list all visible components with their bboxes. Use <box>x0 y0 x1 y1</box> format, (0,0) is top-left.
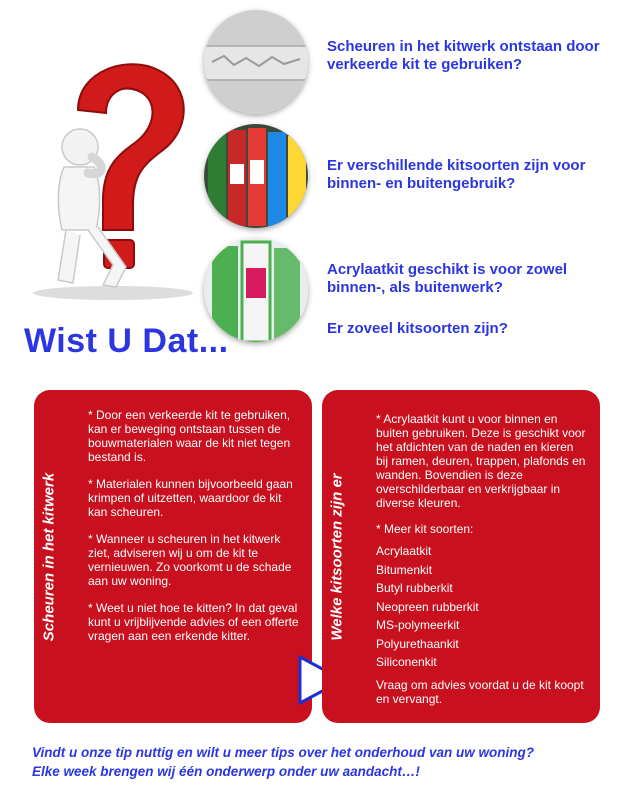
question-4: Er zoveel kitsoorten zijn? <box>327 320 508 337</box>
footer-line: Elke week brengen wij één onderwerp onder uw aandacht…! <box>32 764 420 779</box>
cracks-panel-text <box>88 408 300 656</box>
list-item: Siliconenkit <box>376 655 437 669</box>
list-item: Butyl rubberkit <box>376 581 453 595</box>
question-3: Acrylaatkit geschikt is voor zowel binnen-, als buitenwerk? <box>327 261 568 296</box>
sealant-types-panel <box>322 390 600 723</box>
list-item: Bitumenkit <box>376 562 433 577</box>
sealant-tubes-photo <box>204 124 308 228</box>
cracks-paragraph: * Door een verkeerde kit te gebruiken, kan er beweging ontstaan tussen de bouwmaterialen waar de kit niet tegen bestand is. <box>88 408 291 464</box>
list-item: MS-polymeerkit <box>376 618 460 632</box>
sealant-types-panel-label: Welke kitsoorten zijn er <box>328 472 346 641</box>
kit-list-title: * Meer kit soorten: <box>376 522 474 536</box>
cracks-panel-label: Scheuren in het kitwerk <box>40 472 58 641</box>
list-item: Polyurethaankit <box>376 636 459 651</box>
cracked-sealant-photo <box>204 10 308 114</box>
cracks-paragraph: * Materialen kunnen bijvoorbeeld gaan krimpen of uitzetten, waardoor de kit kan scheuren. <box>88 477 293 519</box>
question-1: Scheuren in het kitwerk ontstaan door verkeerde kit te gebruiken? <box>327 38 600 73</box>
kit-types-list <box>376 542 588 672</box>
footer-line: Vindt u onze tip nuttig en wilt u meer tips over het onderhoud van uw woning? <box>32 745 534 760</box>
list-item: Acrylaatkit <box>376 544 432 558</box>
sealant-types-panel-text <box>376 412 588 706</box>
cracks-info-panel <box>34 390 312 723</box>
cracks-paragraph: * Weet u niet hoe te kitten? In dat geval kunt u vrijblijvende advies of een offerte vragen aan een erkende kitter. <box>88 601 299 643</box>
list-item: Neopreen rubberkit <box>376 599 479 614</box>
page-title: Wist U Dat... <box>24 322 229 360</box>
question-2: Er verschillende kitsoorten zijn voor binnen- en buitengebruik? <box>327 157 586 192</box>
acrylic-intro: * Acrylaatkit kunt u voor binnen en buiten gebruiken. Deze is geschikt voor het afdichten van de naden en kieren bij ramen, deuren, trappen, plafonds en wanden. Bovendien is deze overschilderbaar en verkrijgbaar in diverse kleuren. <box>376 412 586 510</box>
cracks-paragraph: * Wanneer u scheuren in het kitwerk ziet, adviseren wij u om de kit te vernieuwen. Zo voorkomt u de schade aan uw woning. <box>88 532 292 588</box>
footer-text <box>32 743 612 781</box>
advice-text: Vraag om advies voordat u de kit koopt en vervangt. <box>376 677 584 706</box>
question-mark-figure-illustration <box>18 55 208 305</box>
